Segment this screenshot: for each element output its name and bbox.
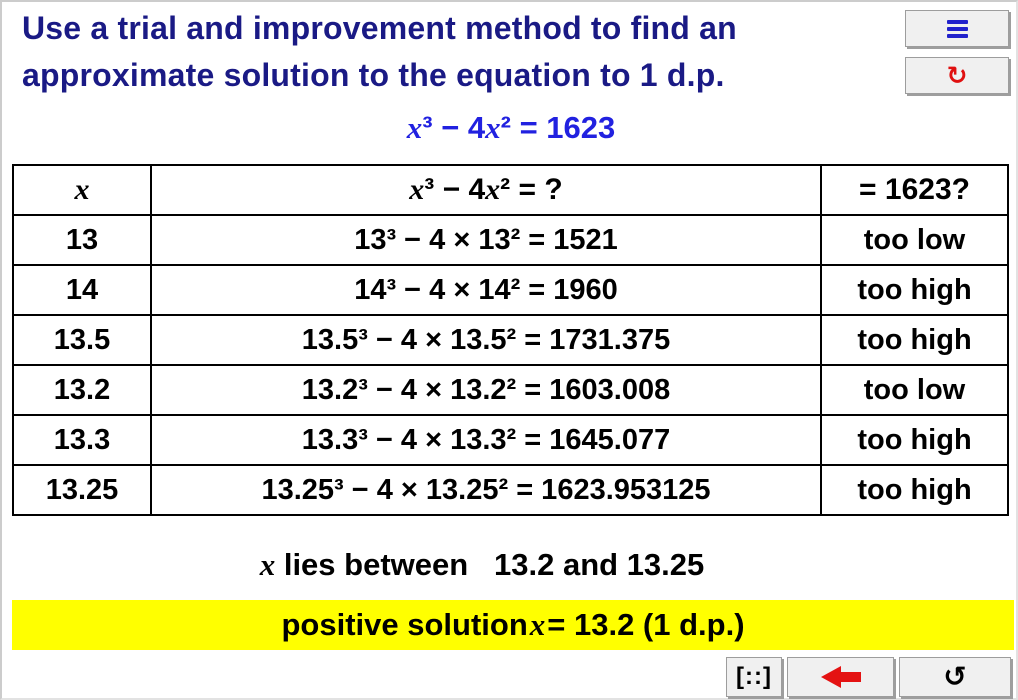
math-text: lies between 13.2 and 13.25 <box>275 547 705 582</box>
math-variable: x <box>74 173 90 206</box>
trial-table-body <box>13 215 1008 515</box>
table-row <box>13 265 1008 315</box>
table-row <box>13 315 1008 365</box>
math-variable: x <box>406 110 423 145</box>
hamburger-icon <box>947 20 968 38</box>
row-verdict: too low <box>821 215 1008 265</box>
table-header-row <box>13 165 1008 215</box>
table-row <box>13 415 1008 465</box>
row-expression: 13³ − 4 × 13² = 1521 <box>151 215 821 265</box>
row-x-value: 13.2 <box>13 365 151 415</box>
row-verdict: too high <box>821 265 1008 315</box>
grid-button[interactable]: [::] <box>726 657 782 697</box>
row-expression: 13.25³ − 4 × 13.25² = 1623.953125 <box>151 465 821 515</box>
reset-circular-arrow-icon: ↻ <box>946 61 968 90</box>
equation-display <box>2 110 1018 146</box>
row-expression: 14³ − 4 × 14² = 1960 <box>151 265 821 315</box>
page-title-line1: Use a trial and improvement method to find an <box>22 10 737 46</box>
page-title <box>22 5 737 99</box>
row-expression: 13.3³ − 4 × 13.3² = 1645.077 <box>151 415 821 465</box>
math-text: positive solution <box>281 607 528 642</box>
undo-button[interactable] <box>899 657 1011 697</box>
table-row <box>13 365 1008 415</box>
row-expression: 13.5³ − 4 × 13.5² = 1731.375 <box>151 315 821 365</box>
back-button[interactable] <box>787 657 894 697</box>
row-verdict: too high <box>821 315 1008 365</box>
math-variable: x <box>485 173 501 206</box>
row-verdict: too high <box>821 415 1008 465</box>
math-text: ³ − 4 <box>422 110 486 145</box>
trial-table <box>12 164 1009 516</box>
table-row <box>13 215 1008 265</box>
math-variable: x <box>529 607 546 642</box>
row-verdict: too low <box>821 365 1008 415</box>
menu-button[interactable] <box>905 10 1009 47</box>
header-expression <box>151 165 821 215</box>
table-row <box>13 465 1008 515</box>
math-text: ³ − 4 <box>424 173 486 206</box>
math-variable: x <box>259 547 276 582</box>
top-button-group <box>905 10 1009 94</box>
row-x-value: 14 <box>13 265 151 315</box>
left-arrow-icon <box>819 664 863 690</box>
page-title-line2: approximate solution to the equation to 1 d.p. <box>22 57 725 93</box>
row-x-value: 13.3 <box>13 415 151 465</box>
bottom-button-group <box>726 657 1011 697</box>
solution-banner <box>12 600 1014 650</box>
row-x-value: 13.25 <box>13 465 151 515</box>
between-note <box>2 547 962 583</box>
header-x <box>13 165 151 215</box>
row-x-value: 13.5 <box>13 315 151 365</box>
row-expression: 13.2³ − 4 × 13.2² = 1603.008 <box>151 365 821 415</box>
math-text: ² = ? <box>500 173 563 206</box>
row-x-value: 13 <box>13 215 151 265</box>
math-variable: x <box>409 173 425 206</box>
reset-button[interactable] <box>905 57 1009 94</box>
math-text: ² = 1623 <box>500 110 616 145</box>
header-check: = 1623? <box>821 165 1008 215</box>
math-text: = 13.2 (1 d.p.) <box>547 607 745 642</box>
math-variable: x <box>485 110 501 145</box>
undo-circular-arrow-icon: ↺ <box>943 660 967 693</box>
row-verdict: too high <box>821 465 1008 515</box>
